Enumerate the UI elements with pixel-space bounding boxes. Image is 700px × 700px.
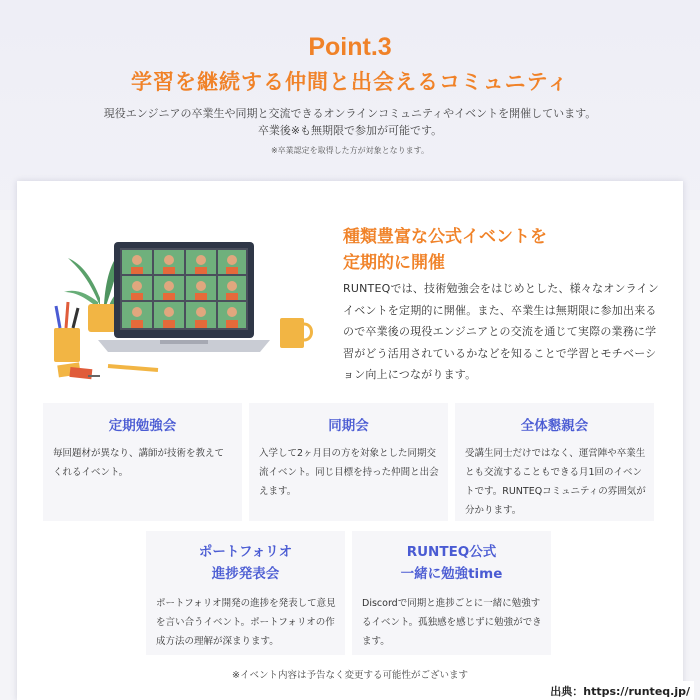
event-title-line2: 一緒に勉強time <box>400 566 503 582</box>
event-title: 同期会 <box>328 418 369 434</box>
feature-title <box>343 224 643 276</box>
video-call-laptop-illustration <box>48 236 330 386</box>
event-card-cohort-meetup <box>249 403 448 521</box>
event-card-portfolio-presentation <box>146 531 345 655</box>
event-card-study-session <box>43 403 242 521</box>
lead-text-line1: 現役エンジニアの卒業生や同期と交流できるオンラインコミュニティやイベントを開催しています。 <box>103 107 597 120</box>
event-description: ポートフォリオ開発の進捗を発表して意見を言い合うイベント。ポートフォリオの作成方法の理解が深まります。 <box>156 598 336 647</box>
event-card-study-together <box>352 531 551 655</box>
eligibility-note: ※卒業認定を取得した方が対象となります。 <box>270 146 430 155</box>
event-title: 定期勉強会 <box>108 418 177 434</box>
point-label: Point.3 <box>308 33 392 61</box>
event-title: 全体懇親会 <box>520 418 589 434</box>
section-headline: 学習を継続する仲間と出会えるコミュニティ <box>131 70 569 94</box>
feature-title-line1: 種類豊富な公式イベントを <box>343 227 547 247</box>
events-footnote: ※イベント内容は予告なく変更する可能性がございます <box>232 670 468 681</box>
lead-text-line2: 卒業後※も無期限で参加が可能です。 <box>257 124 443 137</box>
event-description: 毎回題材が異なり、講師が技術を教えてくれるイベント。 <box>53 448 225 478</box>
event-title-line1: RUNTEQ公式 <box>406 544 497 560</box>
event-title-line2: 進捗発表会 <box>211 566 280 582</box>
source-credit: 出典：https://runteq.jp/ <box>546 681 694 700</box>
event-title-line1: ポートフォリオ <box>198 544 293 560</box>
event-description: 受講生同士だけではなく、運営陣や卒業生とも交流することもできる月1回のイベントです。RUNTEQコミュニティの雰囲気が分かります。 <box>465 448 646 516</box>
event-description: 入学して2ヶ月目の方を対象とした同期交流イベント。同じ目標を持った仲間と出会えます。 <box>259 448 439 497</box>
event-card-social-gathering <box>455 403 654 521</box>
feature-description: RUNTEQでは、技術勉強会をはじめとした、様々なオンラインイベントを定期的に開催。また、卒業生は無期限に参加出来るので卒業後の現役エンジニアとの交流を通じて実際の業務に学習がどう活用されているかなどを知ることで学習とモチベーション向上につながります。 <box>343 282 659 381</box>
event-description: Discordで同期と進捗ごとに一緒に勉強するイベント。孤独感を感じずに勉強ができます。 <box>362 598 542 647</box>
feature-title-line2: 定期的に開催 <box>343 253 445 273</box>
